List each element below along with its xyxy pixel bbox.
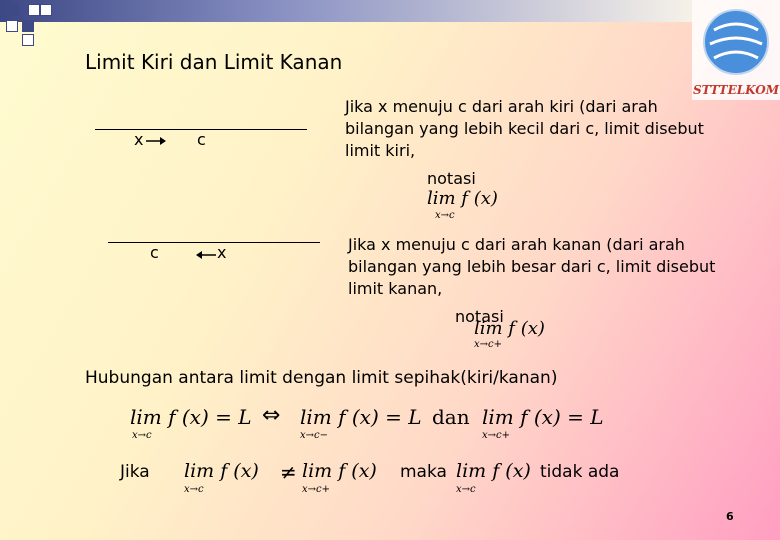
page-title: Limit Kiri dan Limit Kanan [85, 50, 343, 74]
number-line-right [108, 242, 320, 243]
left-limit-formula [427, 188, 527, 222]
not-equal-symbol: ≠ [280, 460, 297, 484]
sttelkom-logo [692, 0, 780, 100]
deco-square [6, 4, 18, 16]
text-line: Jika x menuju c dari arah kiri (dari arah [345, 97, 658, 116]
arrow-right-icon [146, 136, 166, 146]
left-limit-description [345, 96, 725, 162]
formula-subscript: x→c [435, 210, 455, 221]
diagram-x-label: x [134, 130, 144, 149]
tidak-ada-text: tidak ada [540, 462, 620, 482]
page-number: 6 [726, 510, 734, 523]
formula-subscript: x→c− [300, 430, 328, 441]
right-limit-description [348, 234, 758, 300]
formula: lim f (x) [427, 188, 498, 209]
right-limit-formula [474, 318, 574, 352]
text-line: bilangan yang lebih besar dari c, limit disebut [348, 257, 716, 276]
deco-square [40, 4, 52, 16]
deco-square [28, 4, 40, 16]
formula: lim f (x) [184, 460, 259, 482]
formula: lim f (x) = L [482, 405, 604, 429]
deco-square [6, 20, 18, 32]
formula-subscript: x→c [184, 484, 204, 495]
deco-square [22, 34, 34, 46]
text-line: Jika x menuju c dari arah kanan (dari arah [348, 235, 685, 254]
formula: lim f (x) [456, 460, 531, 482]
formula: lim f (x) = L [130, 405, 252, 429]
jika-word: Jika [120, 462, 150, 482]
formula: lim f (x) = L [300, 405, 422, 429]
condition-line [120, 460, 680, 500]
formula-subscript: x→c+ [474, 339, 502, 350]
relation-equation [130, 405, 630, 445]
diagram-c-label: c [150, 243, 159, 262]
formula-subscript: x→c+ [302, 484, 330, 495]
logo-text: STTTELKOM [692, 83, 780, 97]
text-line: limit kanan, [348, 279, 443, 298]
formula-subscript: x→c+ [482, 430, 510, 441]
notasi-label: notasi [427, 169, 476, 188]
formula: lim f (x) [302, 460, 377, 482]
dan-word: dan [432, 405, 470, 429]
formula: lim f (x) [474, 318, 545, 339]
iff-symbol: ⇔ [262, 403, 281, 428]
diagram-x-label: x [217, 243, 227, 262]
diagram-c-label: c [197, 130, 206, 149]
text-line: bilangan yang lebih kecil dari c, limit disebut [345, 119, 704, 138]
top-banner [0, 0, 692, 22]
relation-heading: Hubungan antara limit dengan limit sepihak(kiri/kanan) [85, 368, 558, 388]
notasi-label: notasi [455, 307, 504, 326]
formula-subscript: x→c [456, 484, 476, 495]
deco-square [22, 20, 34, 32]
text-line: limit kiri, [345, 141, 416, 160]
maka-word: maka [400, 462, 447, 482]
formula-subscript: x→c [132, 430, 152, 441]
arrow-left-icon [196, 250, 216, 260]
